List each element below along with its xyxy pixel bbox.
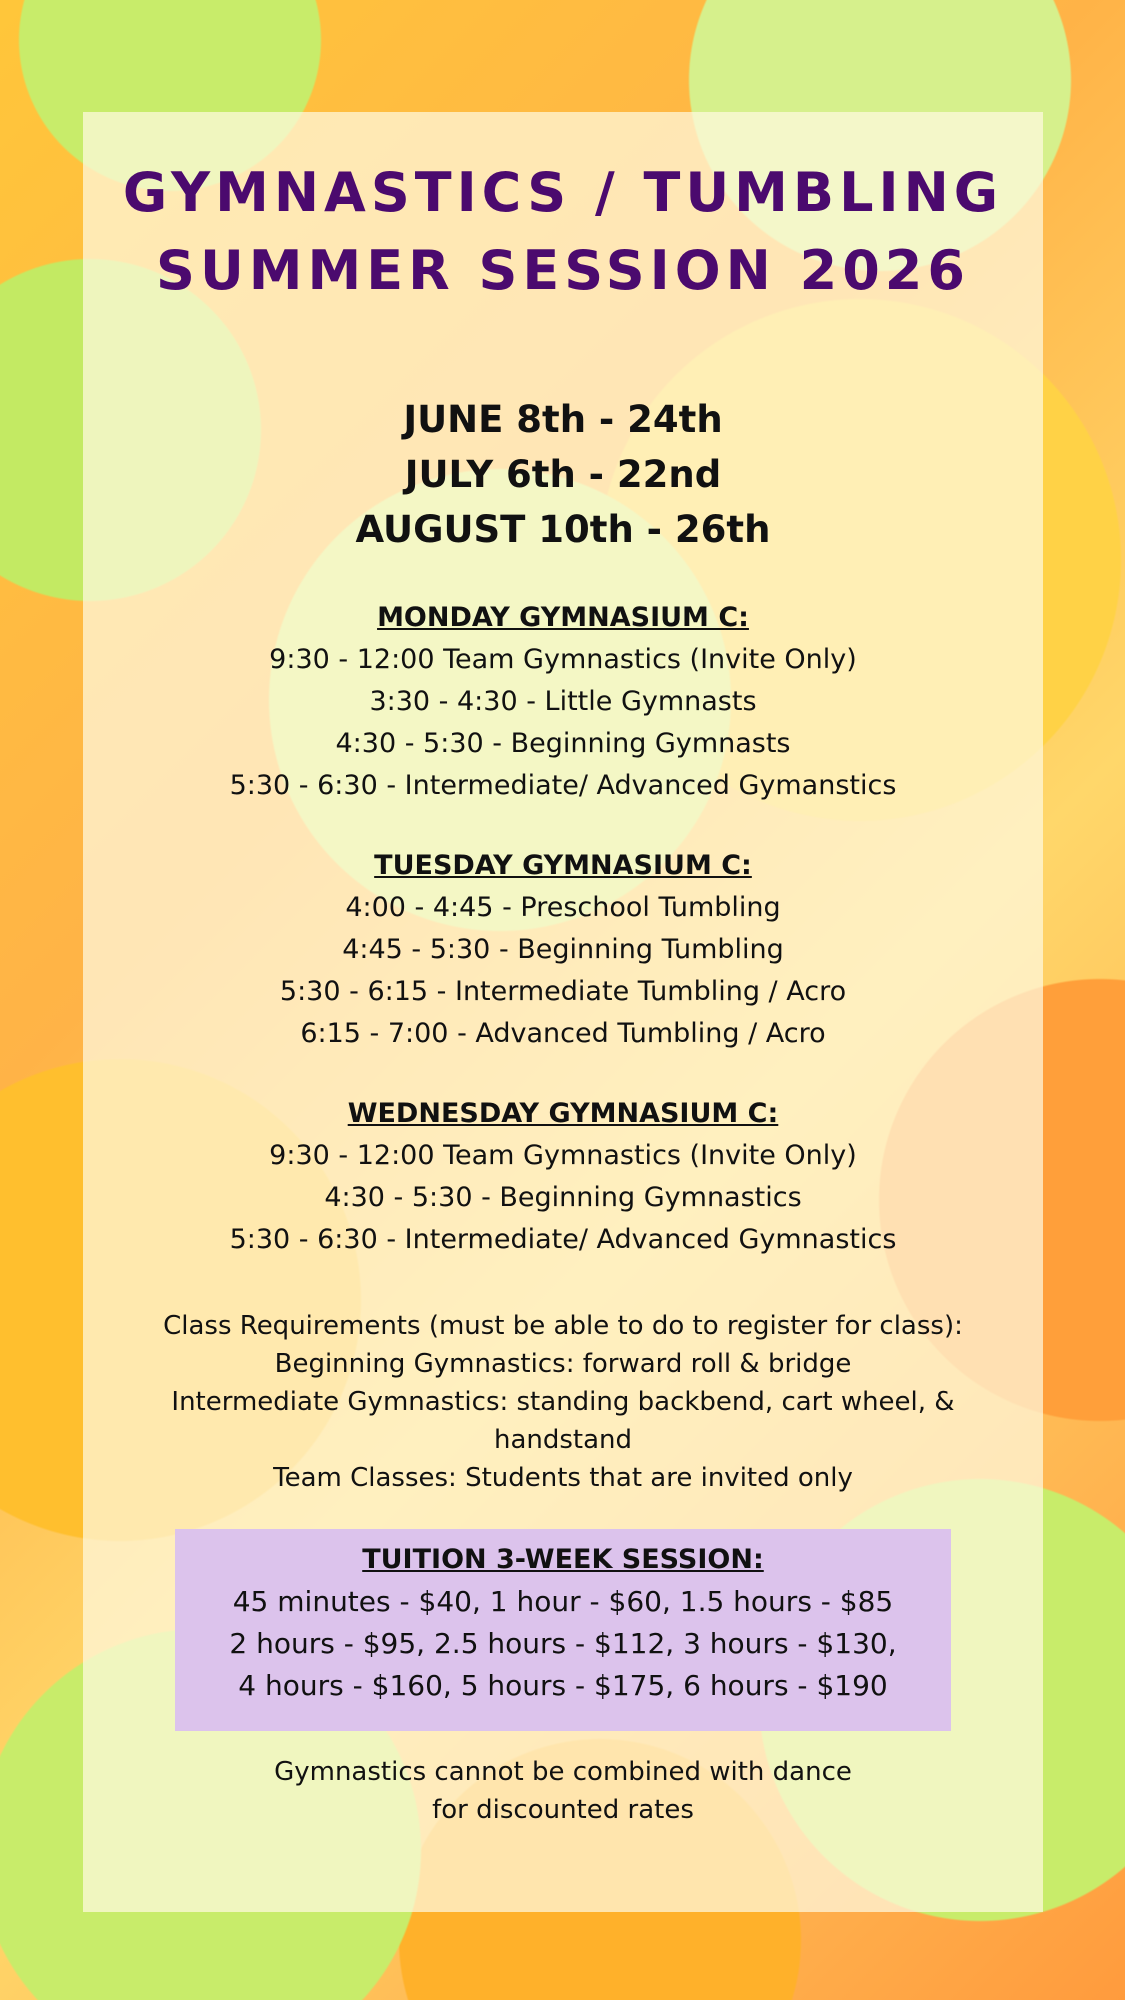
discount-note (83, 1753, 1043, 1829)
class-line: 9:30 - 12:00 Team Gymnastics (Invite Only) (269, 644, 857, 675)
tuition-line: 2 hours - $95, 2.5 hours - $112, 3 hours - $130, (229, 1627, 897, 1660)
tuition-box (175, 1529, 951, 1731)
flyer-content (83, 112, 1043, 1829)
tuition-heading: TUITION 3-WEEK SESSION: (362, 1544, 764, 1575)
title-line-1: GYMNASTICS / TUMBLING (122, 161, 1004, 224)
note-line: Gymnastics cannot be combined with dance (274, 1757, 852, 1787)
requirement-line: handstand (493, 1425, 633, 1455)
tuition-line: 4 hours - $160, 5 hours - $175, 6 hours - $190 (238, 1669, 888, 1702)
requirement-line: Class Requirements (must be able to do to register for class): (163, 1311, 963, 1341)
note-line: for discounted rates (432, 1795, 694, 1825)
monday-schedule (83, 597, 1043, 807)
class-line: 4:45 - 5:30 - Beginning Tumbling (342, 934, 784, 965)
tuesday-schedule (83, 845, 1043, 1055)
class-line: 6:15 - 7:00 - Advanced Tumbling / Acro (300, 1018, 826, 1049)
wednesday-heading: WEDNESDAY GYMNASIUM C: (347, 1098, 779, 1129)
date-range: JUNE 8th - 24th (403, 398, 723, 441)
class-line: 9:30 - 12:00 Team Gymnastics (Invite Only) (269, 1140, 857, 1171)
requirement-line: Team Classes: Students that are invited only (273, 1463, 853, 1493)
flyer-title (83, 154, 1043, 310)
requirement-line: Beginning Gymnastics: forward roll & bridge (274, 1349, 852, 1379)
tuesday-heading: TUESDAY GYMNASIUM C: (374, 850, 752, 881)
class-line: 4:30 - 5:30 - Beginning Gymnastics (324, 1182, 802, 1213)
tuition-line: 45 minutes - $40, 1 hour - $60, 1.5 hours - $85 (232, 1585, 894, 1618)
requirement-line: Intermediate Gymnastics: standing backbend, cart wheel, & (171, 1387, 955, 1417)
session-dates (83, 392, 1043, 557)
date-range: AUGUST 10th - 26th (355, 508, 771, 551)
title-line-2: SUMMER SESSION 2026 (156, 239, 970, 302)
class-line: 5:30 - 6:15 - Intermediate Tumbling / Acro (279, 976, 847, 1007)
class-line: 3:30 - 4:30 - Little Gymnasts (369, 686, 757, 717)
monday-heading: MONDAY GYMNASIUM C: (377, 602, 749, 633)
class-line: 4:30 - 5:30 - Beginning Gymnasts (335, 728, 791, 759)
date-range: JULY 6th - 22nd (404, 453, 722, 496)
wednesday-schedule (83, 1093, 1043, 1261)
class-line: 5:30 - 6:30 - Intermediate/ Advanced Gymanstics (229, 770, 897, 801)
class-requirements (83, 1307, 1043, 1497)
class-line: 5:30 - 6:30 - Intermediate/ Advanced Gymnastics (229, 1224, 897, 1255)
class-line: 4:00 - 4:45 - Preschool Tumbling (345, 892, 781, 923)
